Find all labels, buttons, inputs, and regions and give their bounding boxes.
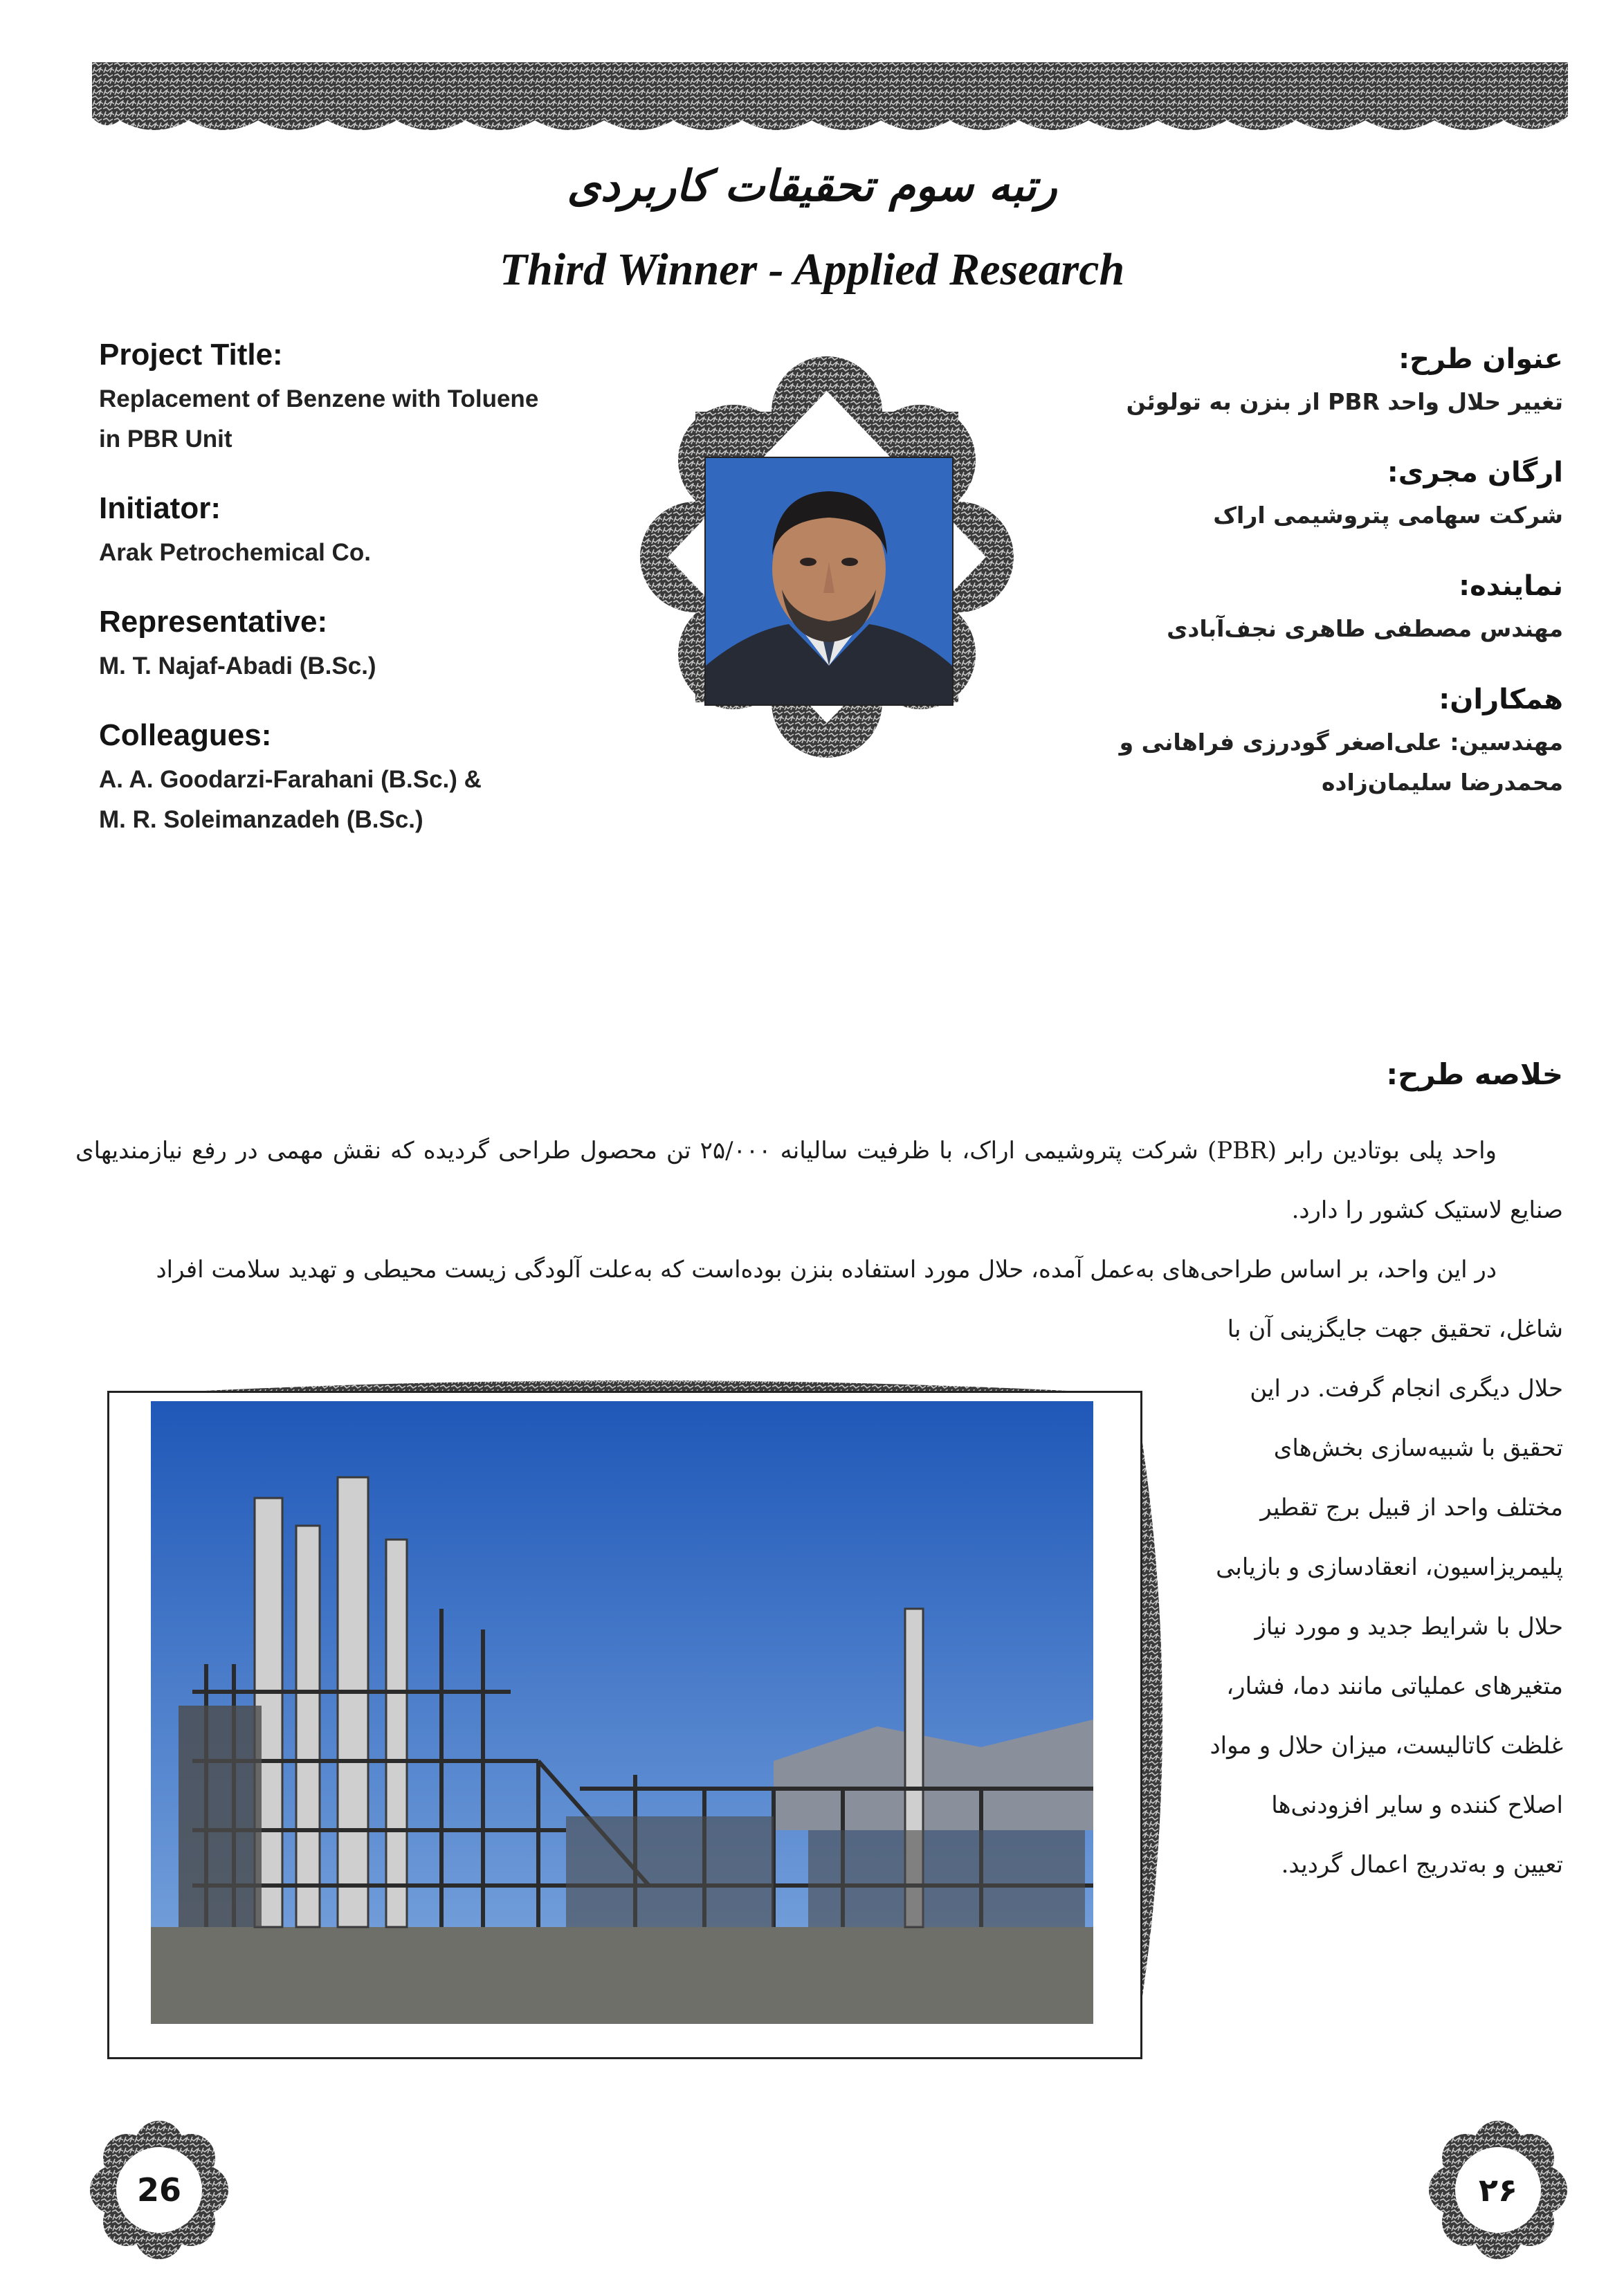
summary-line: متغیرهای عملیاتی مانند دما، فشار، [1226, 1672, 1563, 1700]
representative-label-fa: نماینده: [1459, 570, 1563, 602]
representative-portrait-photo [704, 457, 954, 706]
page-number-right-badge [1429, 2121, 1567, 2259]
project-title-label-fa: عنوان طرح: [1398, 343, 1563, 375]
initiator-value: Arak Petrochemical Co. [99, 539, 371, 566]
project-title-value-fa: تغییر حلال واحد PBR از بنزن به تولوئن [1126, 388, 1563, 415]
initiator-label-fa: ارگان مجری: [1387, 457, 1563, 489]
header-banner-ornament [92, 62, 1568, 145]
page-title-persian: رتبه سوم تحقیقات کاربردی [567, 161, 1057, 211]
english-project-info [99, 338, 625, 872]
persian-project-info [1037, 343, 1563, 837]
summary-line: پلیمریزاسیون، انعقادسازی و بازیابی [1216, 1553, 1563, 1581]
colleagues-value: A. A. Goodarzi-Farahani (B.Sc.) & M. R. Soleimanzadeh (B.Sc.) [99, 766, 482, 833]
page-number-left-badge [90, 2121, 228, 2259]
summary-line: غلظت کاتالیست، میزان حلال و مواد [1210, 1732, 1563, 1760]
summary-line: مختلف واحد از قبیل برج تقطیر [1260, 1494, 1563, 1522]
project-title-value: Replacement of Benzene with Toluene in PBR Unit [99, 385, 539, 453]
project-title-label: Project Title: [99, 338, 283, 372]
summary-line: اصلاح کننده و سایر افزودنی‌ها [1271, 1791, 1563, 1819]
summary-line: تعیین و به‌تدریج اعمال گردید. [1281, 1851, 1563, 1879]
summary-paragraph-2: در این واحد، بر اساس طراحی‌های به‌عمل آمده، حلال مورد استفاده بنزن بوده‌است که به‌علت آلودگی زیست محیطی و تهدید سلامت افراد [156, 1256, 1497, 1284]
initiator-value-fa: شرکت سهامی پتروشیمی اراک [1213, 502, 1563, 529]
summary-line: حلال با شرایط جدید و مورد نیاز [1255, 1613, 1563, 1641]
colleagues-value-fa: مهندسین: علی‌اصغر گودرزی فراهانی و محمدرضا سلیمان‌زاده [1119, 729, 1563, 796]
colleagues-label-fa: همکاران: [1439, 684, 1563, 715]
summary-paragraph-1: واحد پلی بوتادین رابر (PBR) شرکت پتروشیمی اراک، با ظرفیت سالیانه ۲۵/۰۰۰ تن محصول طراحی گردیده که نقش مهمی در رفع نیازمندیهای صنایع لاستیک کشور را دارد. [75, 1137, 1563, 1224]
summary-line: شاغل، تحقیق جهت جایگزینی آن با [1227, 1315, 1563, 1343]
summary-heading: خلاصه طرح: [1386, 1057, 1563, 1091]
petrochemical-plant-photo [151, 1401, 1093, 2024]
summary-line: حلال دیگری انجام گرفت. در این [1250, 1375, 1563, 1403]
representative-value: M. T. Najaf-Abadi (B.Sc.) [99, 652, 376, 679]
representative-label: Representative: [99, 605, 328, 639]
summary-paragraph-3 [1176, 1299, 1563, 1895]
representative-value-fa: مهندس مصطفی طاهری نجف‌آبادی [1167, 615, 1563, 642]
summary-line: تحقیق با شبیه‌سازی بخش‌های [1273, 1434, 1563, 1462]
page-number-left: 26 [136, 2171, 181, 2209]
page-number-right: ۲۶ [1478, 2171, 1518, 2209]
colleagues-label: Colleagues: [99, 718, 272, 752]
page-title-english: Third Winner - Applied Research [499, 244, 1125, 295]
initiator-label: Initiator: [99, 491, 221, 525]
